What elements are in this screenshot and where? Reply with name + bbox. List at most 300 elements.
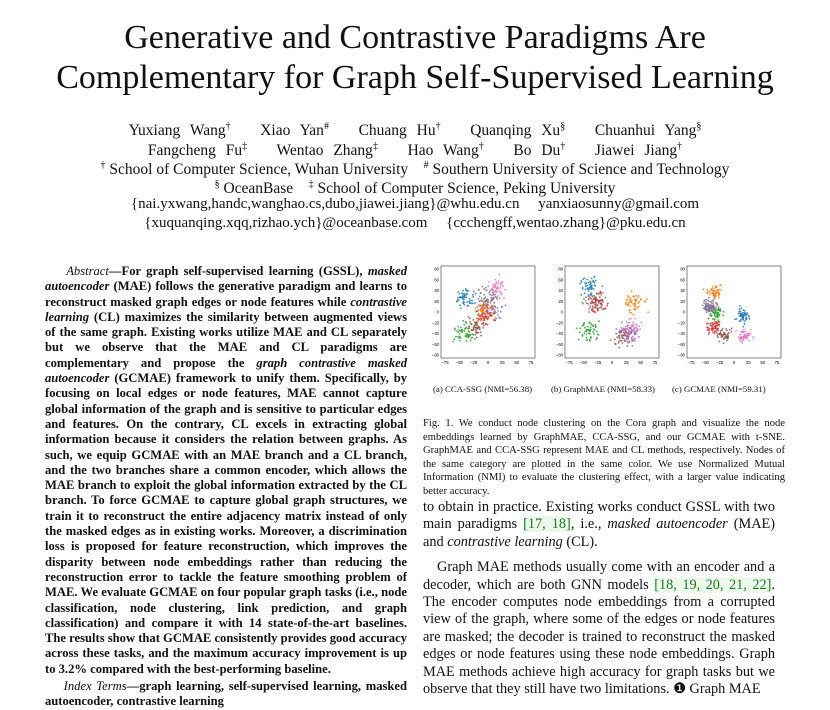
scatter-point — [712, 286, 714, 288]
subcaption-c: (c) GCMAE (NMI=59.31) — [672, 384, 766, 394]
scatter-point — [588, 311, 590, 313]
scatter-point — [576, 327, 578, 329]
scatter-point — [473, 291, 475, 293]
scatter-point — [583, 298, 585, 300]
scatter-point — [595, 325, 597, 327]
scatter-point — [711, 310, 713, 312]
scatter-point — [590, 294, 592, 296]
scatter-point — [585, 283, 587, 285]
scatter-point — [710, 305, 712, 307]
scatter-point — [481, 323, 483, 325]
scatter-point — [626, 299, 628, 301]
x-tick-label: 50 — [514, 360, 520, 365]
scatter-point — [500, 311, 502, 313]
scatter-point — [739, 308, 741, 310]
scatter-point — [715, 295, 717, 297]
scatter-point — [724, 334, 726, 336]
scatter-point — [483, 325, 485, 327]
scatter-point — [503, 297, 505, 299]
scatter-point — [632, 330, 634, 332]
scatter-point — [485, 297, 487, 299]
scatter-point — [584, 327, 586, 329]
scatter-point — [593, 276, 595, 278]
scatter-point — [626, 321, 628, 323]
scatter-point — [621, 334, 623, 336]
scatter-point — [486, 311, 488, 313]
x-tick-label: 25 — [499, 360, 505, 365]
scatter-point — [703, 302, 705, 304]
scatter-point — [478, 315, 480, 317]
scatter-point — [707, 300, 709, 302]
scatter-point — [590, 323, 592, 325]
scatter-point — [493, 319, 495, 321]
scatter-point — [467, 328, 469, 330]
scatter-point — [486, 317, 488, 319]
scatter-point — [744, 323, 746, 325]
scatter-point — [712, 323, 714, 325]
y-tick-label: 20 — [558, 298, 563, 304]
scatter-point — [738, 336, 740, 338]
scatter-point — [490, 308, 492, 310]
scatter-point — [720, 330, 722, 332]
scatter-point — [599, 296, 601, 298]
email: {nai.yxwang,handc,wanghao.cs,dubo,jiawei.jiang}@whu.edu.cn — [130, 196, 520, 212]
scatter-point — [494, 294, 496, 296]
scatter-point — [489, 294, 491, 296]
scatter-point — [477, 327, 479, 329]
scatter-point — [722, 328, 724, 330]
x-tick-label: −50 — [701, 360, 709, 365]
scatter-point — [592, 331, 594, 333]
scatter-point — [600, 294, 602, 296]
scatter-point — [745, 331, 747, 333]
scatter-point — [485, 309, 487, 311]
scatter-point — [494, 290, 496, 292]
scatter-point — [585, 300, 587, 302]
scatter-point — [622, 337, 624, 339]
scatter-point — [595, 297, 597, 299]
scatter-point — [715, 306, 717, 308]
scatter-point — [590, 283, 592, 285]
scatter-point — [632, 321, 634, 323]
scatter-point — [597, 308, 599, 310]
scatter-point — [499, 297, 501, 299]
figure-1 — [423, 262, 785, 402]
scatter-point — [472, 329, 474, 331]
scatter-point — [705, 301, 707, 303]
scatter-point — [596, 292, 598, 294]
scatter-point — [723, 311, 725, 313]
scatter-point — [740, 315, 742, 317]
scatter-point — [476, 318, 478, 320]
y-tick-label: 0 — [560, 309, 563, 315]
scatter-point — [589, 339, 591, 341]
scatter-point — [494, 310, 496, 312]
scatter-point — [712, 302, 714, 304]
scatter-point — [485, 287, 487, 289]
x-tick-label: −50 — [455, 360, 463, 365]
scatter-point — [482, 327, 484, 329]
scatter-point — [593, 296, 595, 298]
scatter-point — [579, 283, 581, 285]
scatter-point — [459, 293, 461, 295]
scatter-point — [593, 295, 595, 297]
x-tick-label: −75 — [687, 360, 695, 365]
scatter-point — [638, 295, 640, 297]
scatter-point — [712, 327, 714, 329]
scatter-point — [597, 333, 599, 335]
scatter-point — [590, 298, 592, 300]
scatter-point — [728, 332, 730, 334]
scatter-point — [605, 307, 607, 309]
scatter-point — [714, 314, 716, 316]
scatter-point — [586, 339, 588, 341]
scatter-point — [492, 283, 494, 285]
scatter-point — [484, 313, 486, 315]
scatter-point — [710, 301, 712, 303]
scatter-point — [586, 279, 588, 281]
scatter-point — [740, 320, 742, 322]
scatter-point — [480, 335, 482, 337]
y-tick-label: 80 — [680, 266, 685, 272]
scatter-point — [717, 308, 719, 310]
y-tick-label: 80 — [558, 266, 563, 272]
scatter-point — [634, 340, 636, 342]
scatter-point — [487, 308, 489, 310]
tsne-scatter — [547, 262, 663, 374]
scatter-point — [587, 326, 589, 328]
title-line-1: Generative and Contrastive Paradigms Are — [124, 19, 706, 56]
scatter-point — [630, 297, 632, 299]
scatter-point — [712, 331, 714, 333]
scatter-point — [747, 335, 749, 337]
email-line-1 — [0, 194, 830, 214]
scatter-point — [641, 321, 643, 323]
scatter-point — [584, 292, 586, 294]
scatter-point — [717, 329, 719, 331]
scatter-point — [629, 312, 631, 314]
scatter-point — [594, 282, 596, 284]
scatter-point — [599, 300, 601, 302]
scatter-point — [597, 310, 599, 312]
scatter-point — [478, 317, 480, 319]
scatter-point — [481, 286, 483, 288]
scatter-point — [582, 288, 584, 290]
scatter-point — [719, 341, 721, 343]
scatter-point — [596, 331, 598, 333]
scatter-point — [723, 338, 725, 340]
abstract: Abstract—For graph self-supervised learning (GSSL), masked autoencoder (MAE) follows the generative paradigm and learns to reconstruct masked graph edges or node features while contrastive learning (CL) maximizes the similarity between augmented views of the same graph. Existing works utilize MAE and CL separately but we observe that the MAE and CL paradigms are complementary and propose the graph contrastive masked autoencoder (GCMAE) framework to unify them. Specifically, by focusing on local edges or node features, MAE cannot capture global information of the graph and is sensitive to particular edges and features. On the contrary, CL excels in extracting global information because it considers the relation between graphs. As such, we equip GCMAE with an MAE branch and a CL branch, and the two branches share a common encoder, which allows the MAE branch to exploit the global information extracted by the CL branch. To force GCMAE to capture global graph structures, we train it to reconstruct the entire adjacency matrix instead of only the masked edges as in existing works. Moreover, a discrimination loss is proposed for feature reconstruction, which improves the disparity between node embeddings rather than reducing the reconstruction error to tackle the feature smoothing problem of MAE. We evaluate GCMAE on four popular graph tasks (i.e., node classification, node clustering, link prediction, and graph classification) and compare it with 14 state-of-the-art baselines. The results show that GCMAE consistently provides good accuracy across these tasks, and the maximum accuracy improvement is up to 3.2% compared with the best-performing baseline. Index Terms—graph learning, self-supervised learning, masked autoencoder, contrastive learning — [45, 264, 408, 709]
scatter-point — [725, 328, 727, 330]
scatter-point — [593, 328, 595, 330]
scatter-point — [462, 320, 464, 322]
scatter-point — [618, 335, 620, 337]
scatter-point — [586, 329, 588, 331]
scatter-point — [464, 328, 466, 330]
scatter-point — [605, 297, 607, 299]
scatter-point — [599, 307, 601, 309]
y-tick-label: 60 — [434, 277, 439, 283]
scatter-point — [706, 327, 708, 329]
scatter-point — [627, 325, 629, 327]
tsne-scatter — [669, 262, 785, 374]
scatter-point — [487, 285, 489, 287]
x-tick-label: 0 — [486, 360, 490, 365]
scatter-point — [626, 340, 628, 342]
scatter-point — [484, 303, 486, 305]
scatter-point — [584, 330, 586, 332]
scatter-point — [584, 289, 586, 291]
scatter-point — [483, 309, 485, 311]
x-tick-label: 75 — [652, 360, 658, 365]
scatter-point — [710, 322, 712, 324]
scatter-point — [594, 284, 596, 286]
scatter-point — [631, 290, 633, 292]
scatter-point — [591, 288, 593, 290]
y-tick-label: −80 — [555, 352, 563, 358]
scatter-point — [742, 330, 744, 332]
scatter-point — [497, 310, 499, 312]
scatter-point — [474, 338, 476, 340]
scatter-point — [461, 329, 463, 331]
scatter-point — [753, 338, 755, 340]
scatter-point — [598, 293, 600, 295]
scatter-point — [498, 274, 500, 276]
scatter-point — [465, 294, 467, 296]
scatter-point — [708, 328, 710, 330]
scatter-point — [467, 290, 469, 292]
paragraph: to obtain in practice. Existing works conduct GSSL with two main paradigms [17, 18], i.e., masked autoencoder (MAE) and contrastive learning (CL). — [423, 499, 776, 550]
scatter-point — [711, 308, 713, 310]
scatter-point — [487, 304, 489, 306]
scatter-point — [469, 321, 471, 323]
scatter-point — [597, 304, 599, 306]
scatter-point — [620, 327, 622, 329]
scatter-point — [714, 318, 716, 320]
scatter-point — [602, 285, 604, 287]
scatter-point — [456, 301, 458, 303]
scatter-point — [472, 334, 474, 336]
scatter-point — [743, 339, 745, 341]
scatter-point — [590, 302, 592, 304]
scatter-point — [708, 297, 710, 299]
scatter-point — [592, 305, 594, 307]
scatter-point — [632, 314, 634, 316]
scatter-point — [744, 312, 746, 314]
scatter-point — [715, 286, 717, 288]
scatter-point — [476, 332, 478, 334]
scatter-point — [590, 281, 592, 283]
scatter-point — [453, 338, 455, 340]
scatter-point — [632, 303, 634, 305]
scatter-point — [623, 332, 625, 334]
scatter-point — [462, 293, 464, 295]
scatter-point — [631, 312, 633, 314]
scatter-point — [469, 318, 471, 320]
scatter-point — [716, 303, 718, 305]
scatter-point — [483, 322, 485, 324]
scatter-point — [482, 313, 484, 315]
scatter-point — [492, 313, 494, 315]
scatter-point — [588, 290, 590, 292]
scatter-point — [462, 290, 464, 292]
scatter-point — [486, 300, 488, 302]
scatter-point — [628, 341, 630, 343]
scatter-point — [741, 342, 743, 344]
x-tick-label: −25 — [594, 360, 602, 365]
x-tick-label: −75 — [441, 360, 449, 365]
scatter-point — [741, 317, 743, 319]
tsne-plot-graphmae — [547, 262, 663, 374]
subcaption-b: (b) GraphMAE (NMI=58.33) — [551, 384, 655, 394]
scatter-point — [589, 305, 591, 307]
scatter-point — [636, 331, 638, 333]
scatter-point — [598, 320, 600, 322]
tsne-scatter — [423, 262, 539, 374]
scatter-point — [638, 325, 640, 327]
scatter-point — [635, 338, 637, 340]
scatter-point — [713, 295, 715, 297]
scatter-point — [625, 326, 627, 328]
scatter-point — [634, 318, 636, 320]
scatter-point — [715, 331, 717, 333]
scatter-point — [591, 296, 593, 298]
author: Jiawei Jiang† — [594, 141, 683, 160]
y-tick-label: −80 — [431, 352, 439, 358]
scatter-point — [740, 331, 742, 333]
scatter-point — [629, 332, 631, 334]
scatter-point — [644, 301, 646, 303]
scatter-point — [633, 323, 635, 325]
scatter-point — [586, 302, 588, 304]
scatter-point — [502, 281, 504, 283]
scatter-point — [467, 330, 469, 332]
scatter-point — [473, 327, 475, 329]
scatter-point — [500, 286, 502, 288]
scatter-point — [640, 299, 642, 301]
scatter-point — [738, 313, 740, 315]
scatter-point — [457, 326, 459, 328]
scatter-point — [716, 328, 718, 330]
x-tick-label: 50 — [638, 360, 644, 365]
scatter-point — [478, 289, 480, 291]
scatter-point — [717, 319, 719, 321]
index-terms: Index Terms—graph learning, self-supervised learning, masked autoencoder, contrastive learning — [45, 679, 407, 709]
scatter-point — [637, 297, 639, 299]
scatter-point — [475, 293, 477, 295]
scatter-point — [459, 335, 461, 337]
scatter-point — [627, 303, 629, 305]
scatter-point — [590, 326, 592, 328]
scatter-point — [627, 342, 629, 344]
scatter-point — [495, 279, 497, 281]
scatter-point — [483, 294, 485, 296]
scatter-point — [491, 305, 493, 307]
scatter-point — [480, 319, 482, 321]
scatter-point — [706, 323, 708, 325]
scatter-point — [486, 290, 488, 292]
scatter-point — [634, 308, 636, 310]
scatter-point — [624, 339, 626, 341]
scatter-point — [712, 305, 714, 307]
scatter-point — [500, 287, 502, 289]
scatter-point — [484, 306, 486, 308]
scatter-point — [747, 333, 749, 335]
scatter-point — [587, 287, 589, 289]
scatter-point — [480, 292, 482, 294]
scatter-point — [583, 322, 585, 324]
scatter-point — [703, 307, 705, 309]
scatter-point — [491, 288, 493, 290]
scatter-point — [625, 303, 627, 305]
scatter-point — [591, 278, 593, 280]
scatter-point — [482, 316, 484, 318]
x-tick-label: −50 — [579, 360, 587, 365]
scatter-point — [718, 306, 720, 308]
scatter-point — [735, 330, 737, 332]
y-tick-label: 40 — [434, 288, 439, 293]
x-tick-label: 0 — [732, 360, 736, 365]
scatter-point — [469, 298, 471, 300]
scatter-point — [459, 296, 461, 298]
title-line-2: Complementary for Graph Self-Supervised Learning — [56, 59, 774, 96]
scatter-point — [595, 301, 597, 303]
author: Bo Du† — [513, 141, 566, 160]
scatter-point — [498, 316, 500, 318]
scatter-point — [708, 331, 710, 333]
citation[interactable]: [17, 18] — [523, 516, 571, 533]
scatter-point — [631, 325, 633, 327]
scatter-point — [716, 335, 718, 337]
scatter-point — [479, 296, 481, 298]
scatter-point — [476, 306, 478, 308]
scatter-point — [717, 290, 719, 292]
scatter-point — [477, 332, 479, 334]
scatter-point — [627, 345, 629, 347]
scatter-point — [718, 314, 720, 316]
scatter-point — [706, 329, 708, 331]
y-tick-label: 40 — [558, 288, 563, 293]
scatter-point — [748, 316, 750, 318]
scatter-point — [475, 326, 477, 328]
email-line-2 — [0, 213, 830, 233]
scatter-point — [466, 292, 468, 294]
citation[interactable]: [18, 19, 20, 21, 22] — [654, 576, 772, 593]
scatter-point — [579, 327, 581, 329]
scatter-point — [638, 336, 640, 338]
scatter-point — [465, 296, 467, 298]
scatter-point — [705, 305, 707, 307]
scatter-point — [629, 309, 631, 311]
scatter-point — [745, 337, 747, 339]
scatter-point — [595, 280, 597, 282]
scatter-point — [454, 328, 456, 330]
scatter-point — [722, 315, 724, 317]
scatter-point — [581, 302, 583, 304]
scatter-point — [465, 333, 467, 335]
scatter-point — [746, 317, 748, 319]
scatter-point — [706, 311, 708, 313]
scatter-point — [646, 298, 648, 300]
scatter-point — [633, 305, 635, 307]
x-tick-label: −25 — [716, 360, 724, 365]
scatter-point — [588, 282, 590, 284]
plot-frame — [441, 266, 535, 358]
scatter-point — [483, 319, 485, 321]
scatter-point — [623, 328, 625, 330]
scatter-point — [595, 299, 597, 301]
scatter-point — [637, 307, 639, 309]
